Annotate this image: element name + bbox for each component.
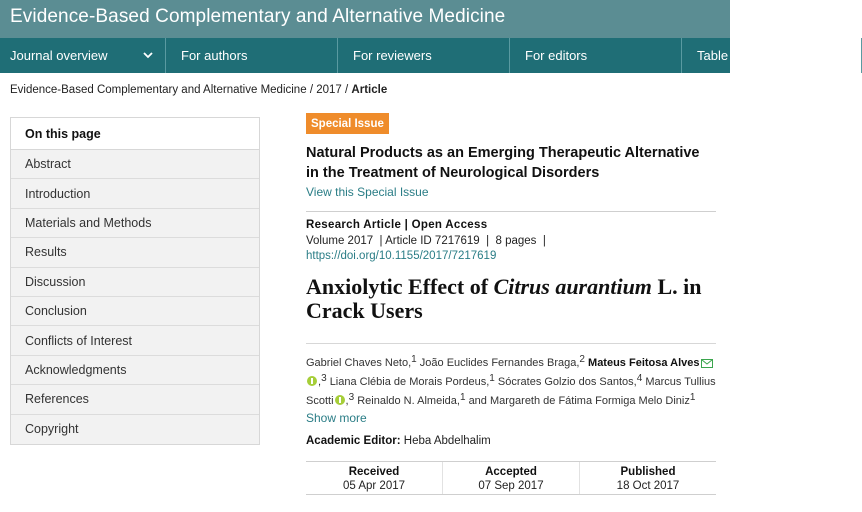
title-part: Anxiolytic Effect of <box>306 274 489 299</box>
breadcrumb <box>10 84 387 96</box>
nav-label: Journal overview <box>10 48 108 63</box>
meta-separator: | <box>542 235 546 247</box>
toc-item-copyright[interactable]: Copyright <box>25 422 79 437</box>
view-special-issue-link[interactable]: View this Special Issue <box>306 185 429 199</box>
journal-title[interactable]: Evidence-Based Complementary and Alternative Medicine <box>10 6 506 27</box>
corresponding-author-name[interactable]: Mateus Feitosa Alves <box>588 357 700 369</box>
publication-dates <box>306 461 716 495</box>
title-species: Citrus aurantium <box>493 274 652 299</box>
nav-label: For editors <box>525 48 588 63</box>
on-this-page-panel <box>10 117 260 445</box>
date-accepted <box>442 462 579 494</box>
nav-label: Table of Contents <box>697 48 799 63</box>
article-type: Research Article | Open Access <box>306 219 488 231</box>
nav-for-editors[interactable] <box>510 38 682 73</box>
title-part: L. in Crack Users <box>306 274 702 323</box>
breadcrumb-separator: / <box>309 84 314 96</box>
date-published <box>579 462 716 494</box>
date-label: Received <box>348 466 400 478</box>
date-label: Accepted <box>485 466 537 478</box>
volume: Volume 2017 <box>306 235 374 247</box>
affiliation-number: 3 <box>348 392 355 403</box>
author-name[interactable]: Gabriel Chaves Neto, <box>306 357 412 369</box>
breadcrumb-separator: / <box>345 84 349 96</box>
main-nav <box>0 38 799 73</box>
nav-table-of-contents[interactable] <box>682 38 862 73</box>
date-value: 07 Sep 2017 <box>478 480 544 492</box>
nav-label: For reviewers <box>353 48 432 63</box>
date-received <box>306 462 442 494</box>
author-list: Gabriel Chaves Neto,$^1$ João Euclides Fernandes Braga,$^2$ Mateus Feitosa Alves ,$^3$ Liana Clébia de Morais Pordeus,$^1$ Sócrates Golzio dos Santos,$^4$ Marcus Tullius Scotti ,$^3$ Reinaldo N. Almeida,$^1$ and Margareth de Fátima Formiga Melo Diniz$^1$ <box>306 354 716 407</box>
nav-journal-overview[interactable] <box>0 38 166 73</box>
date-label: Published <box>620 466 676 478</box>
article-title <box>306 275 716 323</box>
affiliation-number: 4 <box>636 373 643 384</box>
breadcrumb-year[interactable]: 2017 <box>316 84 342 96</box>
divider <box>306 211 716 212</box>
affiliation-number: 1 <box>489 373 495 384</box>
meta-separator: | <box>486 235 490 247</box>
breadcrumb-journal[interactable]: Evidence-Based Complementary and Alternative Medicine <box>10 84 307 96</box>
author-name[interactable]: Marcus Tullius Scotti <box>306 376 716 407</box>
orcid-icon[interactable] <box>307 376 317 386</box>
toc-item-abstract[interactable]: Abstract <box>11 150 259 179</box>
author-name[interactable]: João Euclides Fernandes Braga, <box>419 357 580 369</box>
affiliation-number: 3 <box>321 373 327 384</box>
toc-header: On this page <box>11 118 259 150</box>
affiliation-number: 1 <box>459 392 466 403</box>
journal-header <box>0 0 730 38</box>
author-name[interactable]: Liana Clébia de Morais Pordeus, <box>329 376 490 388</box>
article-id: Article ID 7217619 <box>385 235 480 247</box>
doi-link[interactable]: https://doi.org/10.1155/2017/7217619 <box>306 250 497 262</box>
nav-label: For authors <box>181 48 248 63</box>
show-more-authors-button[interactable]: Show more <box>306 411 367 425</box>
orcid-icon[interactable] <box>335 395 345 405</box>
toc-item-materials-and-methods[interactable]: Materials and Methods <box>11 209 259 238</box>
breadcrumb-current: Article <box>351 84 388 96</box>
nav-for-reviewers[interactable] <box>338 38 510 73</box>
mail-icon[interactable] <box>701 359 713 368</box>
toc-item-acknowledgments[interactable]: Acknowledgments <box>11 356 259 385</box>
toc-item-results[interactable]: Results <box>11 238 259 267</box>
date-value: 05 Apr 2017 <box>342 480 406 492</box>
editor-name: Heba Abdelhalim <box>403 435 491 447</box>
editor-label: Academic Editor: <box>306 435 401 447</box>
special-issue-title: Natural Products as an Emerging Therapeutic Alternative in the Treatment of Neurological Disorders <box>306 145 700 181</box>
author-name[interactable]: Sócrates Golzio dos Santos, <box>497 376 637 388</box>
nav-for-authors[interactable] <box>166 38 338 73</box>
academic-editor <box>306 435 491 447</box>
toc-item-conflicts-of-interest[interactable]: Conflicts of Interest <box>11 326 259 355</box>
toc-item-introduction[interactable]: Introduction <box>11 179 259 208</box>
author-name[interactable]: Reinaldo N. Almeida, <box>357 395 460 407</box>
meta-separator: | <box>379 235 383 247</box>
divider <box>306 343 716 344</box>
toc-item-conclusion[interactable]: Conclusion <box>11 297 259 326</box>
date-value: 18 Oct 2017 <box>616 480 680 492</box>
affiliation-number: 1 <box>689 392 696 403</box>
affiliation-number: 1 <box>411 354 417 365</box>
toc-item-references[interactable]: References <box>11 385 259 414</box>
chevron-down-icon <box>143 50 153 60</box>
affiliation-number: 2 <box>579 354 585 365</box>
special-issue-badge: Special Issue <box>306 113 389 134</box>
article-meta <box>306 235 546 247</box>
page-count: 8 pages <box>495 235 537 247</box>
author-name[interactable]: and Margareth de Fátima Formiga Melo Diniz <box>468 395 690 407</box>
toc-item-discussion[interactable]: Discussion <box>11 268 259 297</box>
